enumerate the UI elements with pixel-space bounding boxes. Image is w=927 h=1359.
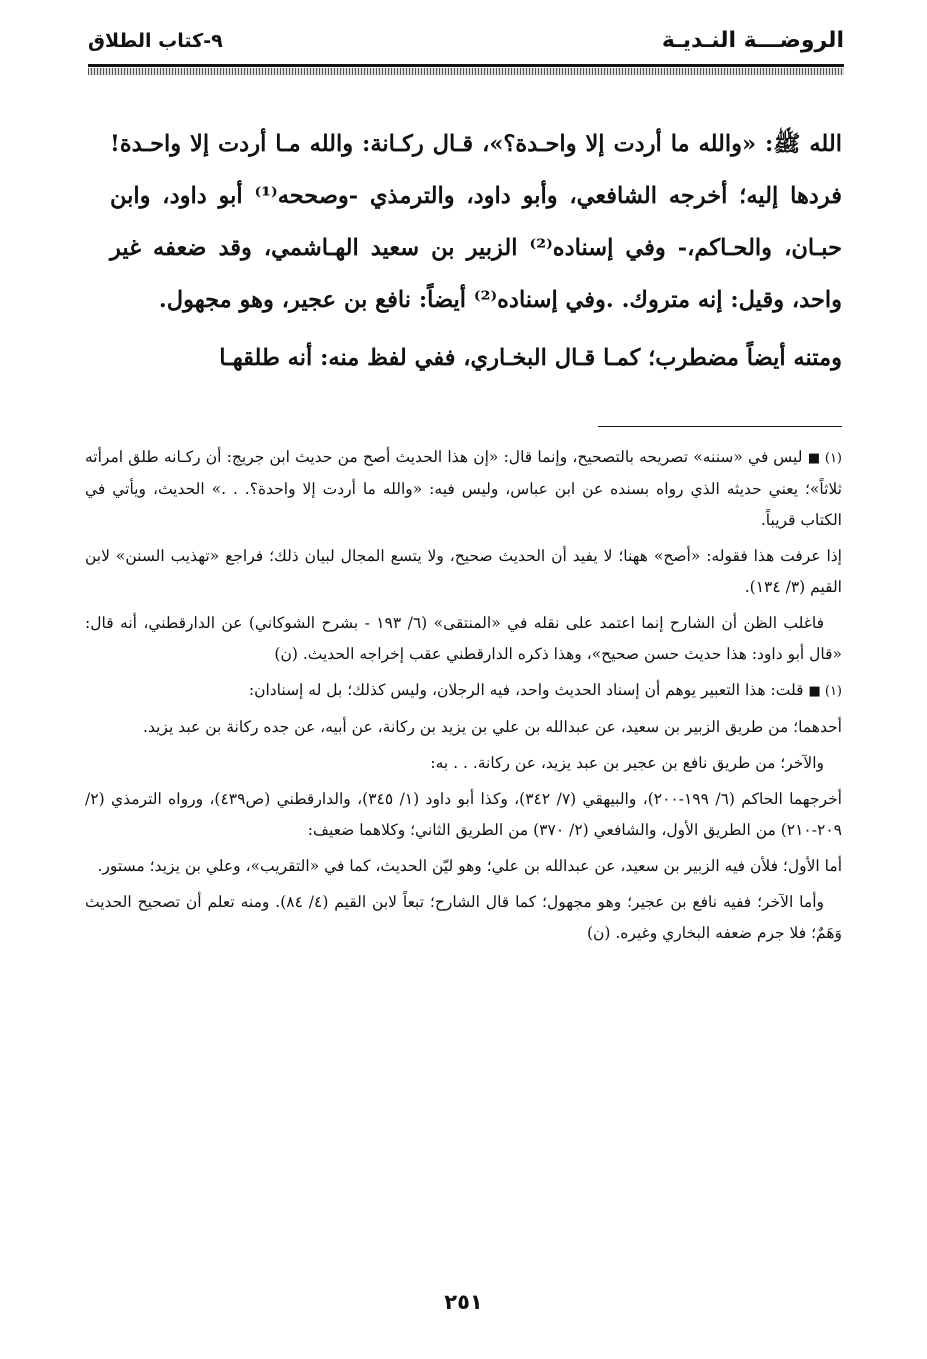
footnote-paragraph: إذا عرفت هذا فقوله: «أصح» ههنا؛ لا يفيد أن الحديث صحيح، ولا يتسع المجال لبيان ذلك؛ فراجع «تهذيب السنن» لابن القيم (٣/ ١٣٤).: [85, 547, 842, 596]
footnote-text: قلت: هذا التعبير يوهم أن إسناد الحديث واحد، فيه الرجلان، وليس كذلك؛ بل له إسنادان:: [248, 681, 804, 699]
footnote-1: [85, 442, 842, 536]
footnote-paragraph: والآخر؛ من طريق نافع بن عجير بن عبد يزيد، عن ركانة. . . به:: [430, 754, 824, 772]
chapter-title: ٩-كتاب الطلاق: [88, 30, 223, 52]
header-hatch-rule: [88, 68, 844, 75]
footnote-paragraph: أما الأول؛ فلأن فيه الزبير بن سعيد، عن عبدالله بن علي؛ وهو ليّن الحديث، كما في «التقريب»، وعلي بن يزيد؛ مستور.: [97, 857, 842, 875]
footnote-paragraph: أخرجهما الحاكم (٦/ ١٩٩-٢٠٠)، والبيهقي (٧/ ٣٤٢)، وكذا أبو داود (١/ ٣٤٥)، والدارقطني (ص٤٣٩)، ورواه الترمذي (٢/ ٢٠٩-٢١٠) من الطريق الأول، والشافعي (٢/ ٣٧٠) من الطريق الثاني؛ وكلاهما ضعيف:: [85, 790, 842, 839]
page-number: ٢٥١: [444, 1290, 483, 1314]
footnote-paragraph: أحدهما؛ من طريق الزبير بن سعيد، عن عبدالله بن علي بن يزيد بن ركانة، عن أبيه، عن جده ركانة بن عبد يزيد.: [143, 718, 842, 736]
footnote-separator: [598, 426, 842, 427]
footnote-paragraph: وأما الآخر؛ ففيه نافع بن عجير؛ وهو مجهول؛ كما قال الشارح؛ تبعاً لابن القيم (٤/ ٨٤). ومنه تعلم أن تصحيح الحديث وَهَمٌ؛ فلا جرم ضعفه البخاري وغيره. (ن): [85, 893, 842, 942]
footnote-marker: (١) ■: [807, 451, 842, 466]
main-paragraph-2: ومتنه أيضاً مضطرب؛ كمـا قـال البخـاري، ففي لفظ منه: أنه طلقهـا: [219, 345, 842, 371]
footnote-marker: (١) ■: [808, 684, 842, 699]
header-rule: [88, 64, 844, 67]
footnotes: [85, 442, 842, 954]
footnote-2: [85, 675, 842, 707]
main-text: [110, 118, 842, 384]
page-header: [88, 28, 844, 64]
main-paragraph-1: الله ﷺ: «والله ما أردت إلا واحـدة؟»، قـال ركـانة: والله مـا أردت إلا واحـدة! فردها إليه؛ أخرجه الشافعي، وأبو داود، والترمذي -وصححه⁽¹⁾ أبو داود، وابن حبـان، والحـاكم،- وفي إسناده⁽²⁾ الزبير بن سعيد الهـاشمي، وقد ضعفه غير واحد، وقيل: إنه متروك. .وفي إسناده⁽²⁾ أيضاً: نافع بن عجير، وهو مجهول.: [110, 131, 843, 313]
book-title: الروضـــة النـديـة: [661, 28, 844, 53]
footnote-paragraph: فاغلب الظن أن الشارح إنما اعتمد على نقله في «المنتقى» (٦/ ١٩٣ - بشرح الشوكاني) عن الدارقطني، أنه قال: «قال أبو داود: هذا حديث حسن صحيح»، وهذا ذكره الدارقطني عقب إخراجه الحديث. (ن): [85, 614, 842, 663]
footnote-text: ليس في «سننه» تصريحه بالتصحيح، وإنما قال: «إن هذا الحديث أصح من حديث ابن جريج: أن ركـانه طلق امرأته ثلاثاً»؛ يعني حديثه الذي رواه بسنده عن ابن عباس، وليس فيه: «والله ما أردت إلا واحدة؟. . .» الحديث، ويأتي في الكتاب قريباً.: [85, 448, 842, 529]
